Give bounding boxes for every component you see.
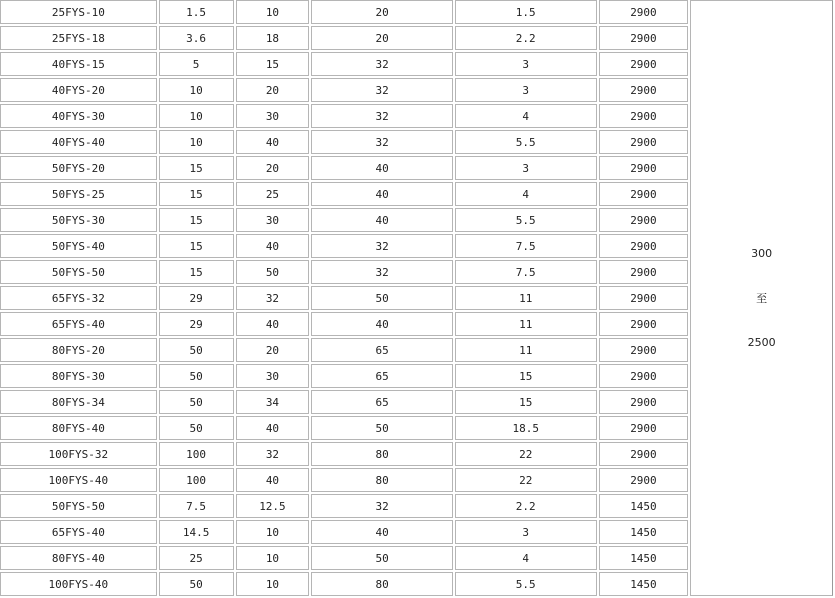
head-cell: 50	[236, 260, 310, 284]
speed-cell: 1450	[599, 494, 689, 518]
model-cell: 50FYS-30	[0, 208, 157, 232]
flow-cell: 5	[159, 52, 234, 76]
diameter-cell: 65	[311, 390, 453, 414]
model-cell: 40FYS-20	[0, 78, 157, 102]
power-cell: 5.5	[455, 130, 597, 154]
power-cell: 3	[455, 520, 597, 544]
speed-cell: 2900	[599, 390, 689, 414]
power-cell: 5.5	[455, 208, 597, 232]
speed-cell: 2900	[599, 208, 689, 232]
power-cell: 3	[455, 156, 597, 180]
flow-cell: 15	[159, 182, 234, 206]
model-cell: 50FYS-50	[0, 494, 157, 518]
speed-cell: 2900	[599, 364, 689, 388]
diameter-cell: 80	[311, 468, 453, 492]
head-cell: 32	[236, 286, 310, 310]
diameter-cell: 40	[311, 208, 453, 232]
table-row	[0, 0, 833, 24]
model-cell: 100FYS-40	[0, 572, 157, 596]
power-cell: 22	[455, 468, 597, 492]
model-cell: 25FYS-10	[0, 0, 157, 24]
power-cell: 7.5	[455, 260, 597, 284]
flow-cell: 15	[159, 208, 234, 232]
diameter-cell: 32	[311, 494, 453, 518]
flow-cell: 1.5	[159, 0, 234, 24]
diameter-cell: 40	[311, 312, 453, 336]
power-cell: 15	[455, 364, 597, 388]
flow-cell: 10	[159, 104, 234, 128]
diameter-cell: 32	[311, 78, 453, 102]
head-cell: 34	[236, 390, 310, 414]
speed-cell: 1450	[599, 572, 689, 596]
flow-cell: 15	[159, 156, 234, 180]
speed-cell: 2900	[599, 26, 689, 50]
power-cell: 3	[455, 78, 597, 102]
head-cell: 25	[236, 182, 310, 206]
diameter-cell: 20	[311, 0, 453, 24]
head-cell: 12.5	[236, 494, 310, 518]
power-cell: 3	[455, 52, 597, 76]
diameter-cell: 32	[311, 104, 453, 128]
power-cell: 4	[455, 182, 597, 206]
diameter-cell: 80	[311, 572, 453, 596]
head-cell: 20	[236, 156, 310, 180]
power-cell: 1.5	[455, 0, 597, 24]
power-cell: 11	[455, 312, 597, 336]
model-cell: 80FYS-30	[0, 364, 157, 388]
model-cell: 40FYS-15	[0, 52, 157, 76]
diameter-cell: 32	[311, 52, 453, 76]
diameter-cell: 50	[311, 546, 453, 570]
speed-cell: 1450	[599, 546, 689, 570]
head-cell: 18	[236, 26, 310, 50]
flow-cell: 100	[159, 442, 234, 466]
range-min: 300	[751, 247, 773, 260]
diameter-cell: 40	[311, 156, 453, 180]
diameter-cell: 50	[311, 416, 453, 440]
head-cell: 10	[236, 546, 310, 570]
speed-cell: 2900	[599, 468, 689, 492]
head-cell: 40	[236, 416, 310, 440]
diameter-cell: 32	[311, 130, 453, 154]
diameter-cell: 20	[311, 26, 453, 50]
flow-cell: 50	[159, 572, 234, 596]
head-cell: 32	[236, 442, 310, 466]
power-cell: 5.5	[455, 572, 597, 596]
model-cell: 40FYS-40	[0, 130, 157, 154]
head-cell: 10	[236, 572, 310, 596]
head-cell: 30	[236, 208, 310, 232]
model-cell: 80FYS-34	[0, 390, 157, 414]
power-cell: 4	[455, 104, 597, 128]
model-cell: 100FYS-32	[0, 442, 157, 466]
power-cell: 15	[455, 390, 597, 414]
head-cell: 10	[236, 520, 310, 544]
flow-cell: 100	[159, 468, 234, 492]
head-cell: 20	[236, 338, 310, 362]
speed-cell: 2900	[599, 442, 689, 466]
flow-cell: 50	[159, 364, 234, 388]
speed-cell: 2900	[599, 338, 689, 362]
flow-cell: 50	[159, 390, 234, 414]
model-cell: 50FYS-40	[0, 234, 157, 258]
speed-cell: 2900	[599, 416, 689, 440]
pressure-range	[691, 247, 832, 349]
flow-cell: 25	[159, 546, 234, 570]
model-cell: 65FYS-40	[0, 312, 157, 336]
model-cell: 100FYS-40	[0, 468, 157, 492]
model-cell: 65FYS-40	[0, 520, 157, 544]
diameter-cell: 32	[311, 234, 453, 258]
flow-cell: 14.5	[159, 520, 234, 544]
pressure-range-cell	[690, 0, 833, 596]
flow-cell: 29	[159, 312, 234, 336]
flow-cell: 3.6	[159, 26, 234, 50]
model-cell: 80FYS-20	[0, 338, 157, 362]
flow-cell: 10	[159, 78, 234, 102]
flow-cell: 29	[159, 286, 234, 310]
speed-cell: 2900	[599, 130, 689, 154]
head-cell: 40	[236, 468, 310, 492]
speed-cell: 2900	[599, 104, 689, 128]
diameter-cell: 40	[311, 520, 453, 544]
power-cell: 2.2	[455, 26, 597, 50]
model-cell: 50FYS-20	[0, 156, 157, 180]
speed-cell: 2900	[599, 52, 689, 76]
head-cell: 40	[236, 234, 310, 258]
head-cell: 15	[236, 52, 310, 76]
speed-cell: 2900	[599, 312, 689, 336]
power-cell: 7.5	[455, 234, 597, 258]
flow-cell: 15	[159, 260, 234, 284]
speed-cell: 2900	[599, 234, 689, 258]
diameter-cell: 65	[311, 364, 453, 388]
flow-cell: 10	[159, 130, 234, 154]
flow-cell: 50	[159, 338, 234, 362]
head-cell: 40	[236, 312, 310, 336]
speed-cell: 2900	[599, 182, 689, 206]
diameter-cell: 32	[311, 260, 453, 284]
range-max: 2500	[747, 336, 776, 349]
head-cell: 10	[236, 0, 310, 24]
model-cell: 50FYS-25	[0, 182, 157, 206]
speed-cell: 2900	[599, 78, 689, 102]
diameter-cell: 65	[311, 338, 453, 362]
diameter-cell: 50	[311, 286, 453, 310]
speed-cell: 2900	[599, 286, 689, 310]
diameter-cell: 80	[311, 442, 453, 466]
speed-cell: 2900	[599, 260, 689, 284]
power-cell: 2.2	[455, 494, 597, 518]
model-cell: 80FYS-40	[0, 546, 157, 570]
diameter-cell: 40	[311, 182, 453, 206]
speed-cell: 2900	[599, 156, 689, 180]
head-cell: 30	[236, 104, 310, 128]
flow-cell: 7.5	[159, 494, 234, 518]
model-cell: 25FYS-18	[0, 26, 157, 50]
speed-cell: 2900	[599, 0, 689, 24]
power-cell: 11	[455, 286, 597, 310]
head-cell: 30	[236, 364, 310, 388]
head-cell: 20	[236, 78, 310, 102]
model-cell: 50FYS-50	[0, 260, 157, 284]
speed-cell: 1450	[599, 520, 689, 544]
model-cell: 80FYS-40	[0, 416, 157, 440]
model-cell: 40FYS-30	[0, 104, 157, 128]
power-cell: 11	[455, 338, 597, 362]
model-cell: 65FYS-32	[0, 286, 157, 310]
power-cell: 18.5	[455, 416, 597, 440]
head-cell: 40	[236, 130, 310, 154]
power-cell: 22	[455, 442, 597, 466]
power-cell: 4	[455, 546, 597, 570]
flow-cell: 50	[159, 416, 234, 440]
range-separator: 至	[756, 292, 768, 305]
flow-cell: 15	[159, 234, 234, 258]
